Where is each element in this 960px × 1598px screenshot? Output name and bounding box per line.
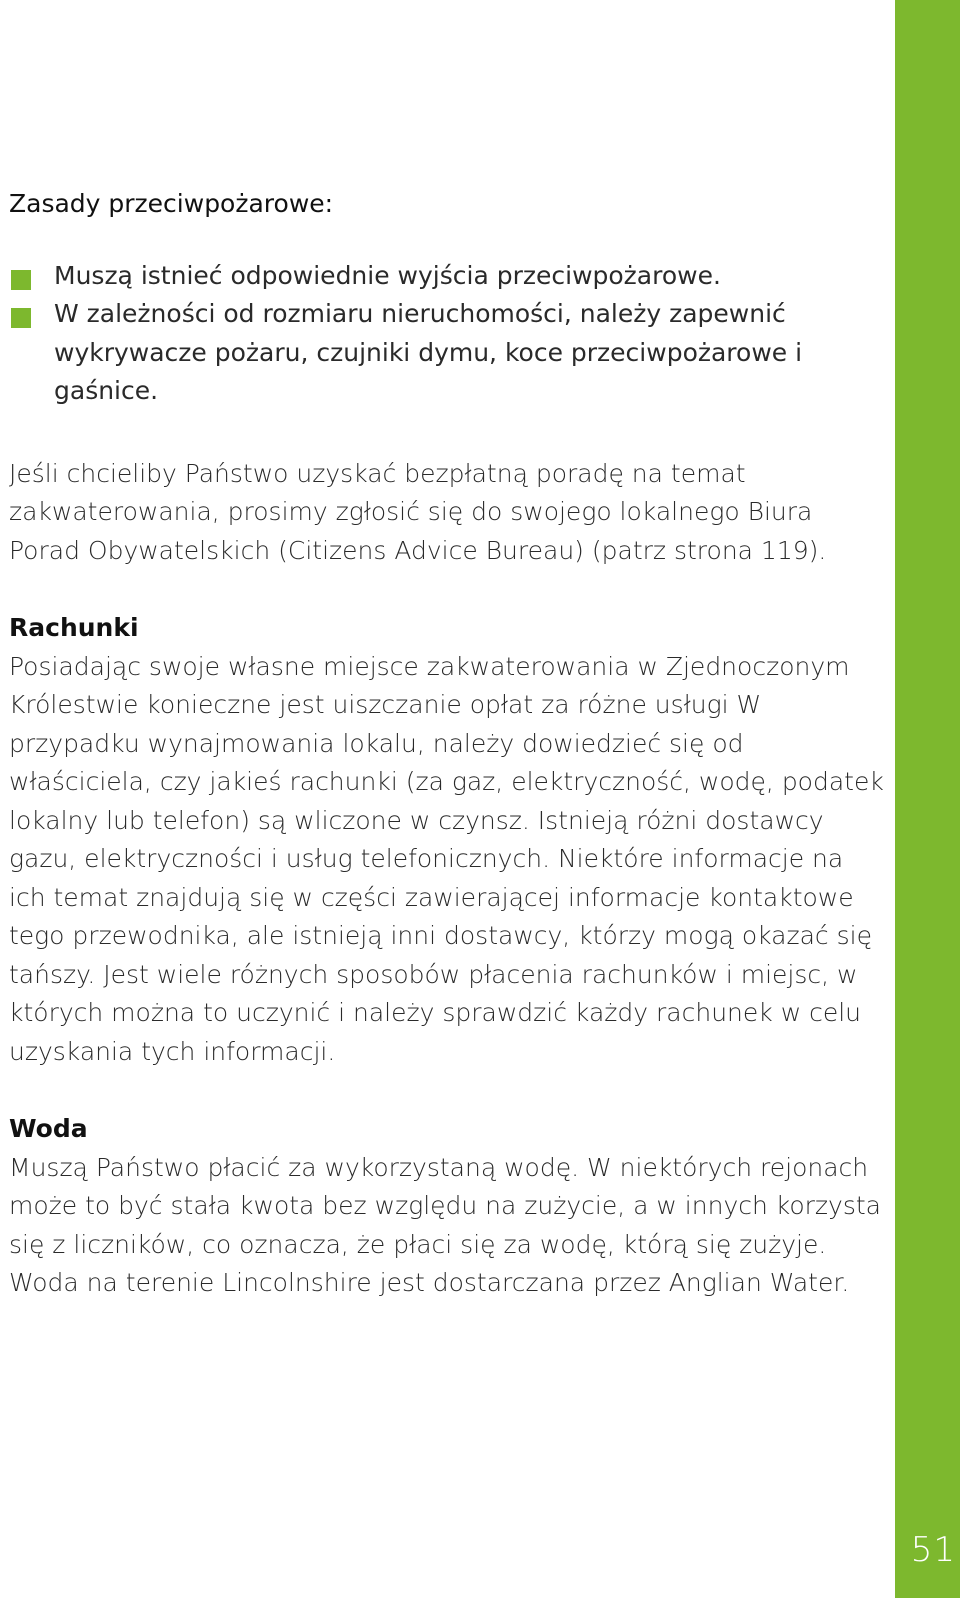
list-item-text: Muszą istnieć odpowiednie wyjścia przeciwpożarowe.	[54, 260, 721, 290]
green-square-bullet-icon	[11, 270, 31, 290]
green-sidebar	[895, 0, 960, 1598]
water-paragraph: Muszą Państwo płacić za wykorzystaną wodę. W niektórych rejonach może to być stała kwota bez względu na zużycie, a w innych korzysta się z liczników, co oznacza, że płaci się za wodę, którą się zużyje. Woda na terenie Lincolnshire jest dostarczana przez Anglian Water.	[9, 1152, 881, 1297]
page-content	[9, 185, 884, 1303]
bills-heading: Rachunki	[9, 613, 139, 642]
fire-safety-heading: Zasady przeciwpożarowe:	[9, 189, 334, 218]
water-heading: Woda	[9, 1114, 88, 1143]
list-item-text: W zależności od rozmiaru nieruchomości, należy zapewnić wykrywacze pożaru, czujniki dymu, koce przeciwpożarowe i gaśnice.	[54, 299, 803, 405]
list-item	[9, 295, 884, 411]
bills-paragraph: Posiadając swoje własne miejsce zakwaterowania w Zjednoczonym Królestwie konieczne jest uiszczanie opłat za różne usługi W przypadku wynajmowania lokalu, należy dowiedzieć się od właściciela, czy jakieś rachunki (za gaz, elektryczność, wodę, podatek lokalny lub telefon) są wliczone w czynsz. Istnieją różni dostawcy gazu, elektryczności i usług telefonicznych. Niektóre informacje na ich temat znajdują się w części zawierającej informacje kontaktowe tego przewodnika, ale istnieją inni dostawcy, którzy mogą okazać się tańszy. Jest wiele różnych sposobów płacenia rachunków i miejsc, w których można to uczynić i należy sprawdzić każdy rachunek w celu uzyskania tych informacji.	[9, 651, 884, 1066]
list-item	[9, 257, 884, 296]
advice-paragraph: Jeśli chcieliby Państwo uzyskać bezpłatną poradę na temat zakwaterowania, prosimy zgłosić się do swojego lokalnego Biura Porad Obywatelskich (Citizens Advice Bureau) (patrz strona 119).	[9, 458, 827, 565]
fire-safety-list	[9, 257, 884, 411]
page-number: 51	[910, 1530, 956, 1570]
green-square-bullet-icon	[11, 308, 31, 328]
